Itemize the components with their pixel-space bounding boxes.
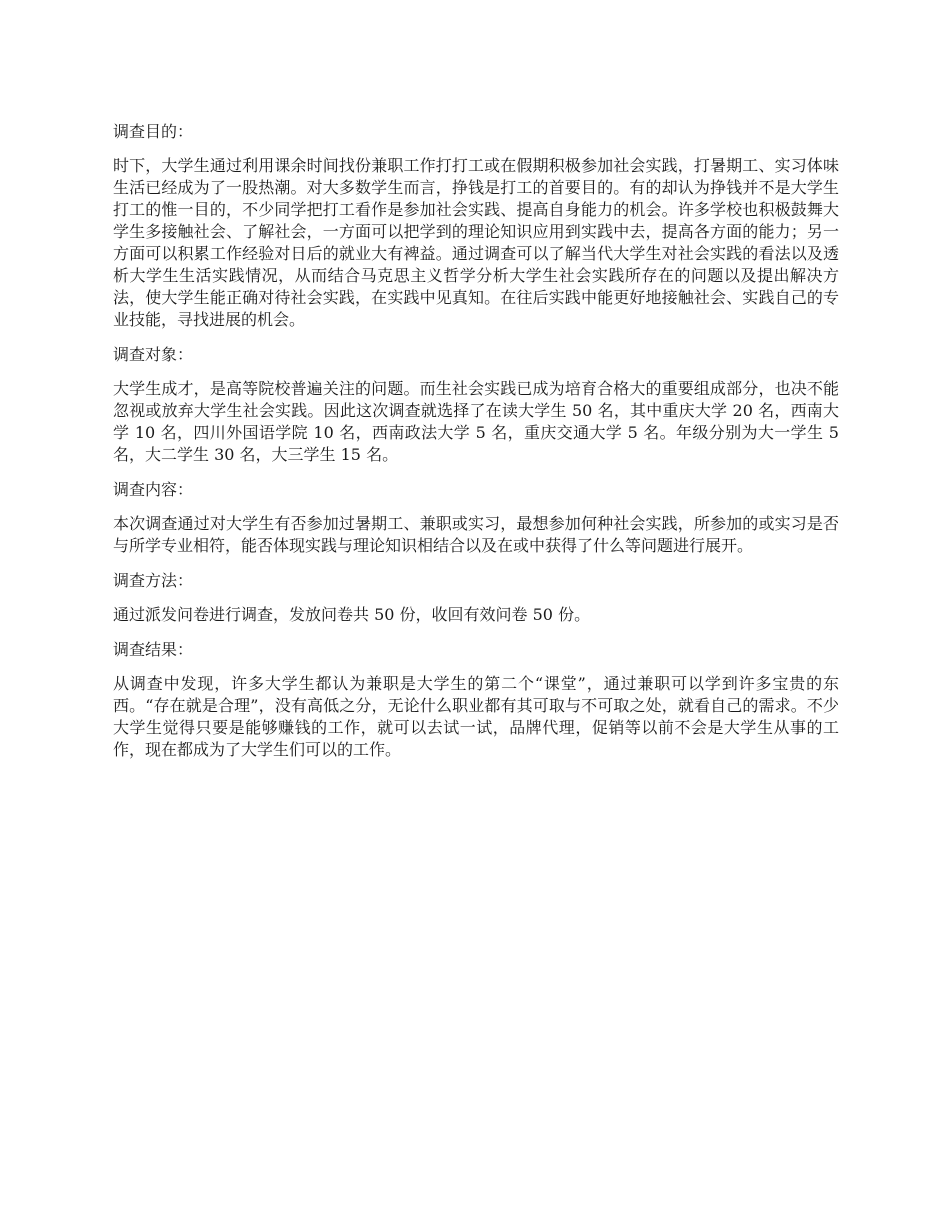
section-title: 调查结果： [113, 640, 194, 659]
section-purpose [113, 121, 839, 331]
section-body: 大学生成才，是高等院校普遍关注的问题。而生社会实践已成为培育合格大的重要组成部分，也决不能忽视或放弃大学生社会实践。因此这次调查就选择了在读大学生 50 名，其中重庆大学 20 名，西南大学 10 名，四川外国语学院 10 名，西南政法大学 5 名，重庆交通大学 5 名。年级分别为大一学生 5 名，大二学生 30 名，大三学生 15 名。 [113, 379, 839, 464]
section-title: 调查方法： [113, 571, 194, 590]
section-title: 调查对象： [113, 345, 194, 364]
section-title: 调查目的： [113, 122, 194, 141]
section-subjects [113, 344, 839, 466]
section-body: 时下，大学生通过利用课余时间找份兼职工作打打工或在假期积极参加社会实践，打暑期工、实习体味生活已经成为了一股热潮。对大多数学生而言，挣钱是打工的首要目的。有的却认为挣钱并不是大学生打工的惟一目的，不少同学把打工看作是参加社会实践、提高自身能力的机会。许多学校也积极鼓舞大学生多接触社会、了解社会，一方面可以把学到的理论知识应用到实践中去，提高各方面的能力；另一方面可以积累工作经验对日后的就业大有裨益。通过调查可以了解当代大学生对社会实践的看法以及透析大学生生活实践情况，从而结合马克思主义哲学分析大学生社会实践所存在的问题以及提出解决方法，使大学生能正确对待社会实践，在实践中见真知。在往后实践中能更好地接触社会、实践自己的专业技能，寻找进展的机会。 [113, 156, 839, 329]
section-body: 本次调查通过对大学生有否参加过暑期工、兼职或实习，最想参加何种社会实践，所参加的或实习是否与所学专业相符，能否体现实践与理论知识相结合以及在或中获得了什么等问题进行展开。 [113, 514, 839, 555]
section-method [113, 570, 839, 626]
section-body: 通过派发问卷进行调查，发放问卷共 50 份，收回有效问卷 50 份。 [113, 605, 591, 624]
document-page [113, 121, 839, 774]
section-content [113, 479, 839, 557]
section-title: 调查内容： [113, 480, 194, 499]
section-body: 从调查中发现，许多大学生都认为兼职是大学生的第二个“课堂”，通过兼职可以学到许多宝贵的东西。“存在就是合理”，没有高低之分，无论什么职业都有其可取与不可取之处，就看自己的需求。不少大学生觉得只要是能够赚钱的工作，就可以去试一试，品牌代理，促销等以前不会是大学生从事的工作，现在都成为了大学生们可以的工作。 [113, 674, 839, 759]
section-results [113, 639, 839, 761]
